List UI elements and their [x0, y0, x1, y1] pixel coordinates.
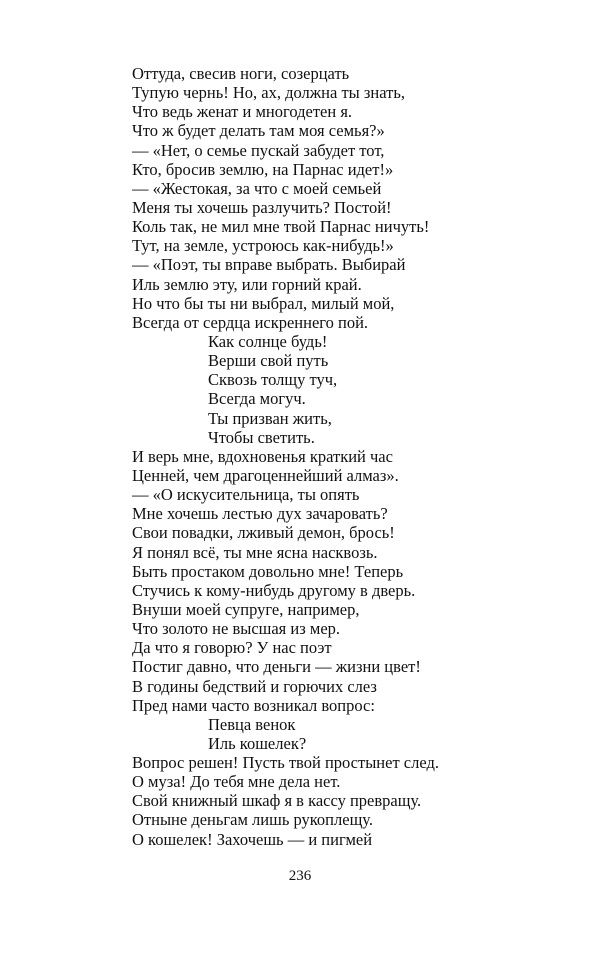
poem-line: Я понял всё, ты мне ясна насквозь. [132, 542, 378, 562]
poem-line: Иль землю эту, или горний край. [132, 274, 362, 294]
poem-line: Иль кошелек? [208, 733, 307, 753]
poem-line: Мне хочешь лестью дух зачаровать? [132, 504, 388, 524]
poem-line: Сквозь толщу туч, [208, 370, 338, 390]
poem-line: Да что я говорю? У нас поэт [132, 638, 332, 658]
poem-line: Певца венок [208, 714, 296, 734]
poem-line: — «О искусительница, ты опять [132, 485, 360, 505]
poem-line: Свои повадки, лживый демон, брось! [132, 523, 395, 543]
poem-line: О муза! До тебя мне дела нет. [132, 772, 341, 792]
poem-line: Чтобы светить. [208, 427, 315, 447]
poem-line: Тупую чернь! Но, ах, должна ты знать, [132, 83, 405, 103]
poem-line: Отныне деньгам лишь рукоплещу. [132, 810, 373, 830]
poem-line: Ценней, чем драгоценнейший алмаз». [132, 465, 399, 485]
poem-line: Кто, бросив землю, на Парнас идет!» [132, 159, 394, 179]
poem-line: Но что бы ты ни выбрал, милый мой, [132, 293, 395, 313]
poem-line: Стучись к кому-нибудь другому в дверь. [132, 580, 416, 600]
poem-line: Тут, на земле, устроюсь как-нибудь!» [132, 236, 394, 256]
poem-line: О кошелек! Захочешь — и пигмей [132, 829, 373, 849]
poem-line: Что ведь женат и многодетен я. [132, 102, 353, 122]
poem-line: Вопрос решен! Пусть твой простынет след. [132, 753, 439, 773]
poem-text [132, 64, 532, 849]
poem-line: Что ж будет делать там моя семья?» [132, 121, 385, 141]
poem-line: Ты призван жить, [208, 408, 332, 428]
poem-line: Верши свой путь [208, 351, 329, 371]
poem-line: Постиг давно, что деньги — жизни цвет! [132, 657, 421, 677]
poem-line: Как солнце будь! [208, 331, 328, 351]
poem-line: И верь мне, вдохновенья краткий час [132, 446, 393, 466]
poem-line: Свой книжный шкаф я в кассу превращу. [132, 791, 422, 811]
poem-line: Быть простаком довольно мне! Теперь [132, 561, 404, 581]
poem-line: — «Поэт, ты вправе выбрать. Выбирай [132, 255, 406, 275]
poem-line: Оттуда, свесив ноги, созерцать [132, 64, 350, 83]
poem-line: Всегда от сердца искреннего пой. [132, 312, 369, 332]
poem-line: В годины бедствий и горючих слез [132, 676, 377, 696]
poem-line: Что золото не высшая из мер. [132, 619, 341, 639]
poem-line: Внуши моей супруге, например, [132, 599, 360, 619]
poem-line: — «Нет, о семье пускай забудет тот, [132, 140, 385, 160]
poem-line: Пред нами часто возникал вопрос: [132, 695, 375, 715]
poem-line: Коль так, не мил мне твой Парнас ничуть! [132, 217, 430, 237]
poem-line: Всегда могуч. [208, 389, 306, 409]
poem-line: — «Жестокая, за что с моей семьей [132, 178, 382, 198]
poem-line: Меня ты хочешь разлучить? Постой! [132, 197, 392, 217]
page-number: 236 [288, 868, 312, 884]
